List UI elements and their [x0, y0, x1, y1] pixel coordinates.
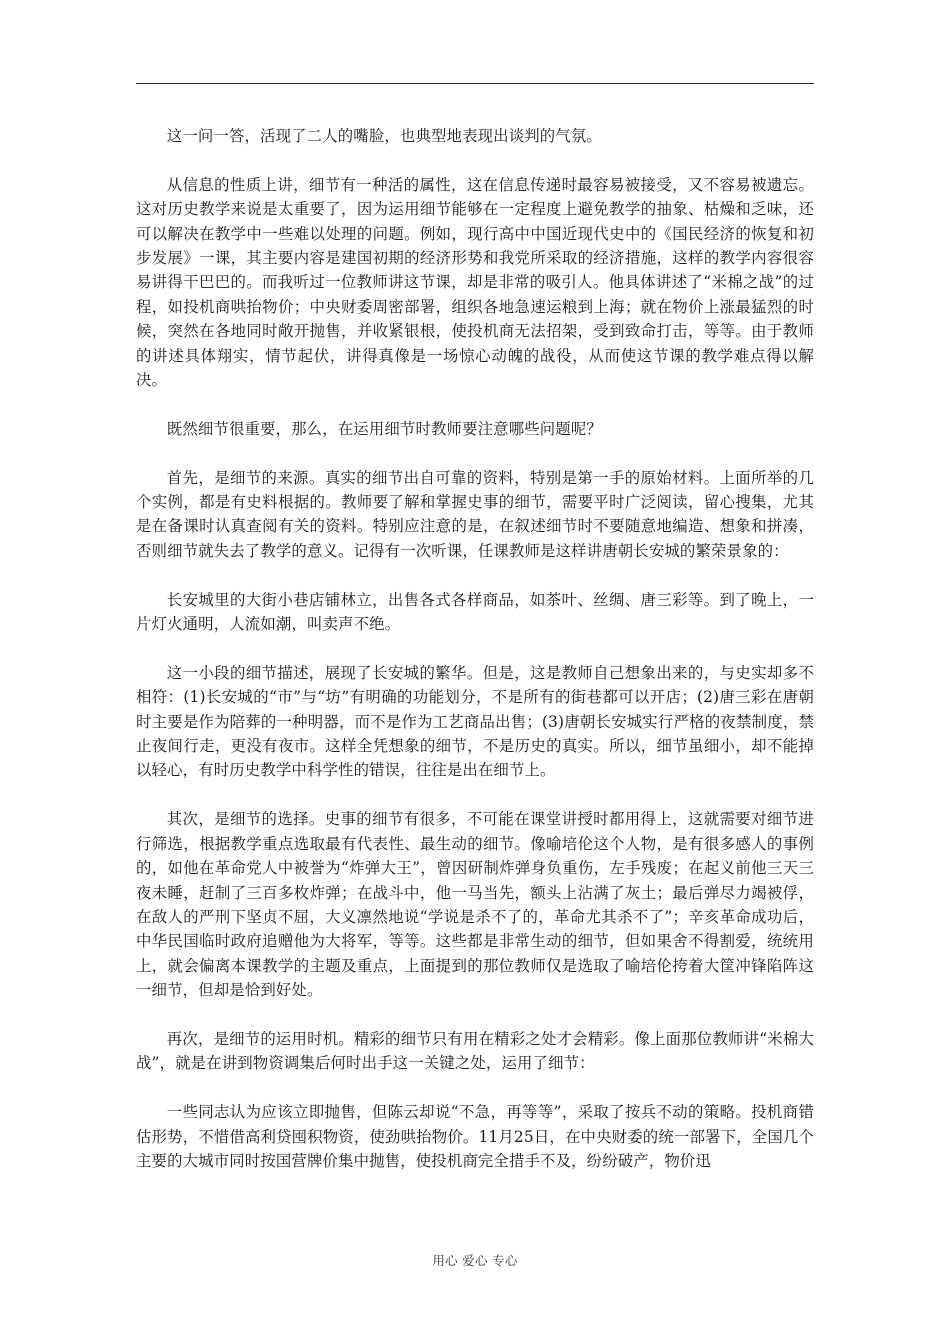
paragraph: 其次，是细节的选择。史事的细节有很多，不可能在课堂讲授时都用得上，这就需要对细节进行筛选，根据教学重点选取最有代表性、最生动的细节。像喻培伦这个人物，是有很多感人的事例的，如他在革命党人中被誉为“炸弹大王”，曾因研制炸弹身负重伤，左手残废；在起义前他三天三夜未睡，赶制了三百多枚炸弹；在战斗中，他一马当先，额头上沾满了灰土；最后弹尽力竭被俘，在敌人的严刑下坚贞不屈，大义凛然地说“学说是杀不了的，革命尤其杀不了”；辛亥革命成功后，中华民国临时政府追赠他为大将军，等等。这些都是非常生动的细节，但如果舍不得割爱，统统用上，就会偏离本课教学的主题及重点，上面提到的那位教师仅是选取了喻培伦挎着大筐冲锋陷阵这一细节，但却是恰到好处。 — [136, 810, 814, 1000]
paragraph: 一些同志认为应该立即抛售，但陈云却说“不急，再等等”，采取了按兵不动的策略。投机商错估形势，不惜借高利贷囤积物资，使劲哄抬物价。11月25日，在中央财委的统一部署下，全国几个主要的大城市同时按国营牌价集中抛售，使投机商完全措手不及，纷纷破产，物价迅 — [136, 1103, 814, 1170]
paragraph: 这一小段的细节描述，展现了长安城的繁华。但是，这是教师自己想象出来的，与史实却多不相符：(1)长安城的“市”与“坊”有明确的功能划分，不是所有的街巷都可以开店；(2)唐三彩在唐朝时主要是作为陪葬的一种明器，而不是作为工艺商品出售；(3)唐朝长安城实行严格的夜禁制度，禁止夜间行走，更没有夜市。这样全凭想象的细节，不是历史的真实。所以，细节虽细小，却不能掉以轻心，有时历史教学中科学性的错误，往往是出在细节上。 — [136, 663, 814, 780]
paragraph: 这一问一答，活现了二人的嘴脸，也典型地表现出谈判的气氛。 — [166, 127, 602, 145]
paragraph: 从信息的性质上讲，细节有一种活的属性，这在信息传递时最容易被接受，又不容易被遗忘。这对历史教学来说是太重要了，因为运用细节能够在一定程度上避免教学的抽象、枯燥和乏味，还可以解决在教学中一些难以处理的问题。例如，现行高中中国近现代史中的《国民经济的恢复和初步发展》一课，其主要内容是建国初期的经济形势和我党所采取的经济措施，这样的教学内容很容易讲得干巴巴的。而我听过一位教师讲这节课，却是非常的吸引人。他具体讲述了“米棉之战”的过程，如投机商哄抬物价；中央财委周密部署，组织各地急速运粮到上海；就在物价上涨最猛烈的时候，突然在各地同时敞开抛售，并收紧银根，使投机商无法招架，受到致命打击，等等。由于教师的讲述具体翔实，情节起伏，讲得真像是一场惊心动魄的战役，从而使这节课的教学难点得以解决。 — [136, 175, 814, 390]
paragraph: 再次，是细节的运用时机。精彩的细节只有用在精彩之处才会精彩。像上面那位教师讲“米棉大战”，就是在讲到物资调集后何时出手这一关键之处，运用了细节： — [136, 1029, 814, 1073]
paragraph: 既然细节很重要，那么，在运用细节时教师要注意哪些问题呢？ — [166, 419, 602, 438]
paragraph: 首先，是细节的来源。真实的细节出自可靠的资料，特别是第一手的原始材料。上面所举的几个实例，都是有史料根据的。教师要了解和掌握史事的细节，需要平时广泛阅读，留心搜集，尤其是在备课时认真查阅有关的资料。特别应注意的是，在叙述细节时不要随意地编造、想象和拼凑，否则细节就失去了教学的意义。记得有一次听课，任课教师是这样讲唐朝长安城的繁荣景象的： — [136, 468, 814, 560]
page-footer: 用心 爱心 专心 — [432, 1253, 518, 1268]
document-body — [136, 124, 814, 1173]
header-rule — [136, 83, 814, 84]
paragraph: 长安城里的大街小巷店铺林立，出售各式各样商品，如茶叶、丝绸、唐三彩等。到了晚上，一片灯火通明，人流如潮，叫卖声不绝。 — [136, 590, 814, 634]
